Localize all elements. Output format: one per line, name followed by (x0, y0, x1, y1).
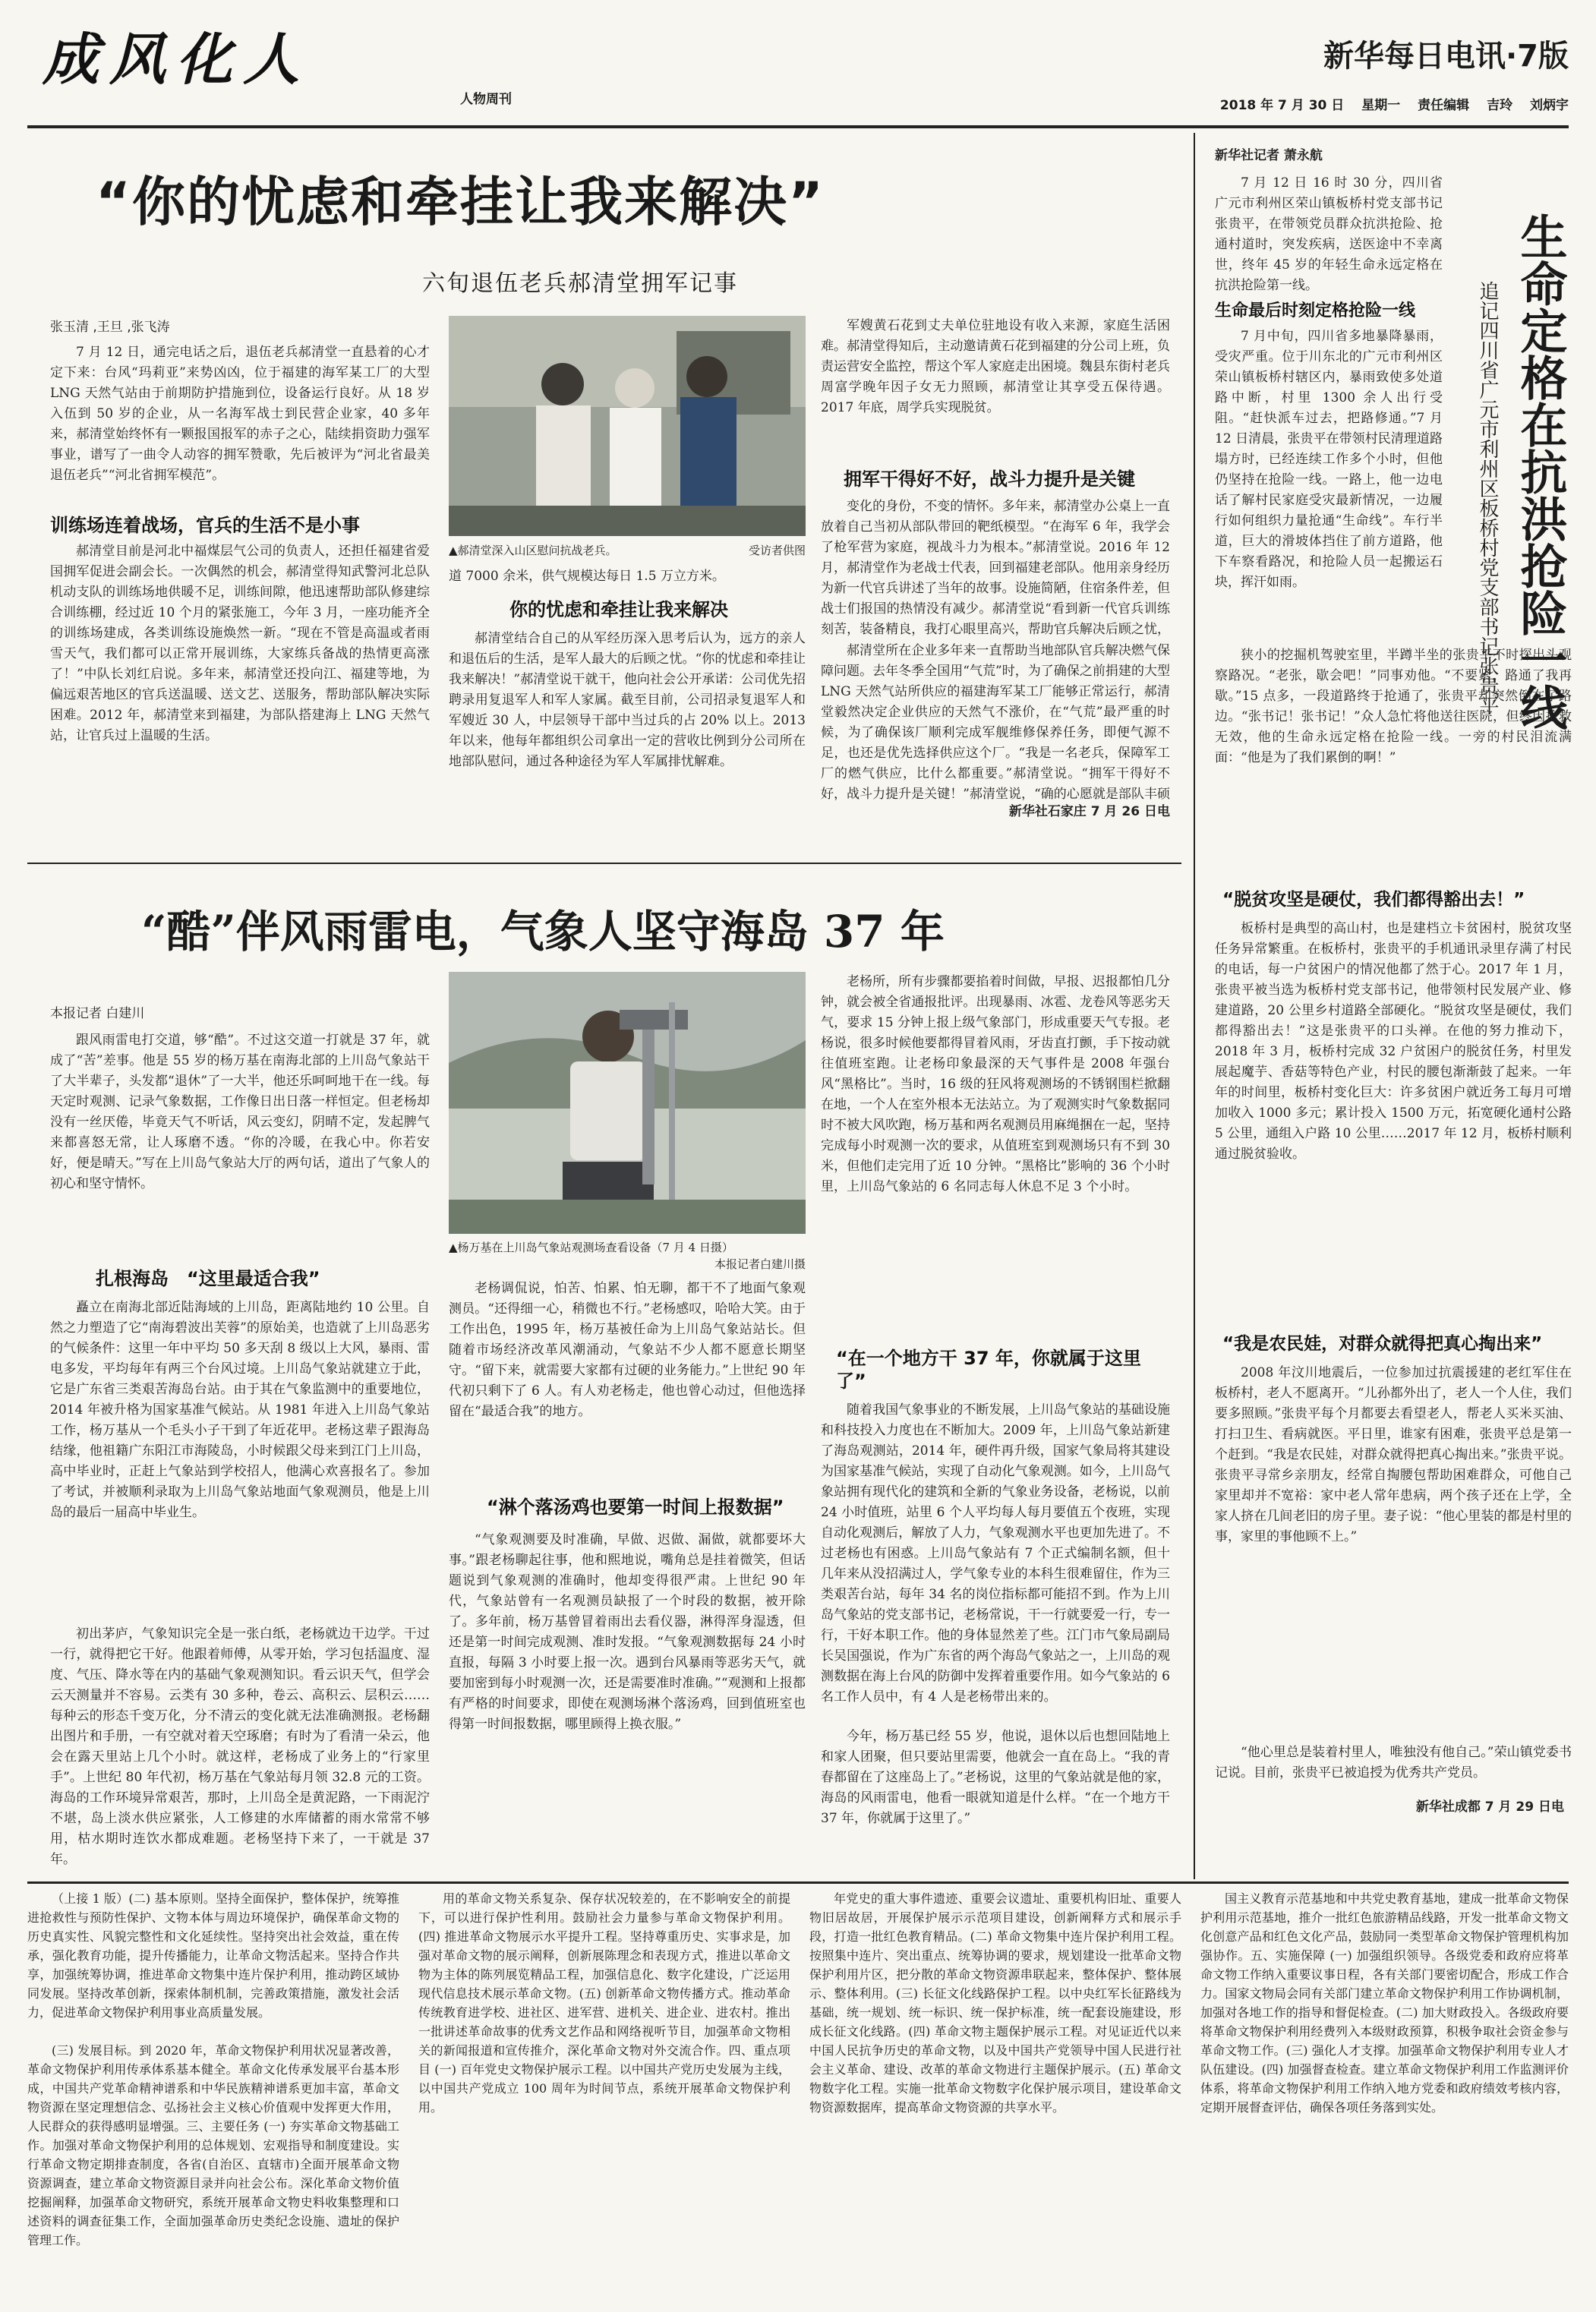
bottom-intro: （上接 1 版）(二) 基本原则。坚持全面保护，整体保护，统筹推进抢救性与预防性保护、文物本体与周边环境保护，确保革命文物的历史真实性、风貌完整性和文化延续性。坚持突出社会效益，重在传承，强化教育功能，提升传播能力，让革命文物活起来。坚持合作共享，加强统筹协调，推进革命文物集中连片保护利用，推动跨区域协同发展。坚持改革创新，探索体制机制，完善政策措施，激发社会活力，促进革命文物保护利用事业高质量发展。 (27, 1891, 399, 2020)
article-3-subhead-3: “我是农民娃，对群众就得把真心掏出来” (1222, 1334, 1543, 1354)
article-3-para-1: 7 月中旬，四川省多地暴降暴雨，受灾严重。位于川东北的广元市利州区荣山镇板桥村辖区内，暴雨致使多处道路中断，村里 1300 余人出行受阻。“赶快派车过去，把路修通。”7 月 12 日清晨，张贵平在带领村民清理道路塌方时，已经连续工作多个小时，但他仍坚持在抢险一线。一路上，他一边电话了解村民家庭受灾最新情况，一边履行如何组织力量抢通“生命线”。车行半道，巨大的滑坡体挡住了前方道路，他下车察看路况，和抢险人员一起搬运石块，挥汗如雨。 (1215, 329, 1443, 590)
article-3 (1207, 137, 1572, 1883)
article-2-para-7: 今年，杨万基已经 55 岁，他说，退休以后也想回陆地上和家人团聚，但只要站里需要，他就会一直在岛上。“我的青春都留在了这座岛上了。”老杨说，这里的气象站就是他的家，海岛的风雨雷电，他看一眼就知道是什么样。“在一个地方干 37 年，你就属于这里了。” (821, 1729, 1170, 1826)
article-1-subtitle: 六旬退伍老兵郝清堂拥军记事 (422, 270, 738, 297)
editor-label: 责任编辑 (1418, 98, 1470, 113)
article-3-para-3: 板桥村是典型的高山村，也是建档立卡贫困村，脱贫攻坚任务异常繁重。在板桥村，张贵平的手机通讯录里存满了村民的电话，每一户贫困户的情况他都了然于心。2017 年 1 月，张贵平被当选为板桥村党支部书记，他带领村民发展产业、修建道路，20 公里乡村道路全部硬化。“脱贫攻坚是硬仗，我们都得豁出去！”这是张贵平的口头禅。在他的努力推动下，2018 年 3 月，板桥村完成 32 户贫困户的脱贫任务，村里发展起魔芋、香菇等特色产业，村民的腰包渐渐鼓了起来。一年年的时间里，板桥村变化巨大：许多贫困户就近务工每月可增加收入 1000 多元；累计投入 1500 万元，拓宽硬化通村公路 5 公里，通组入户路 10 公里……2017 年 12 月，板桥村顺利通过脱贫验收。 (1215, 921, 1572, 1162)
bottom-col-1-text: (三) 发展目标。到 2020 年，革命文物保护利用状况显著改善，革命文物保护利用传承体系基本健全。革命文化传承发展平台基本形成，中国共产党革命精神谱系和中华民族精神谱系更加丰富，革命文物资源在坚定理想信念、弘扬社会主义核心价值观中发挥更大作用，人民群众的获得感明显增强。三、主要任务 (一) 夯实革命文物基础工作。加强对革命文物保护利用的总体规划、宏观指导和制度建设。实行革命文物定期排查制度，各省(自治区、直辖市)全面开展革命文物资源调查，建立革命文物资源目录并向社会公布。深化革命文物价值挖掘阐释，加强革命文物研究，系统开展革命文物史料收集整理和口述资料的调查征集工作，全面加强革命历史类纪念设施、遗址的保护管理工作。 (27, 2043, 399, 2247)
article-2-para-5: 老杨所，所有步骤都要掐着时间做，早报、迟报都怕几分钟，就会被全省通报批评。出现暴雨、冰雹、龙卷风等恶劣天气，要求 15 分钟上报上级气象部门，形成重要天气专报。老杨说，很多时候他要都得冒着风雨，牙齿直打颤，手下按动就往值班室跑。让老杨印象最深的天气事件是 2008 年强台风“黑格比”。当时，16 级的狂风将观测场的不锈钢围栏掀翻在地，一个人在室外根本无法站立。为了观测实时气象数据同时不被大风吹跑，杨万基和两名观测员用麻绳捆在一起，坚持完成每小时观测一次的要求，从值班室到观测场只有不到 30 米，但他们走完用了近 10 分钟。“黑格比”影响的 36 个小时里，上川岛气象站的 6 名同志每人休息不足 3 个小时。 (821, 974, 1170, 1194)
article-2-para-6: 随着我国气象事业的不断发展，上川岛气象站的基础设施和科技投入力度也在不断加大。2009 年，上川岛气象站新建了海岛观测站，2014 年，硬件再升级，国家气象局将其建设为国家基准气候站，实现了自动化气象观测。如今，上川岛气象站拥有现代化的建筑和全新的气象业务设备，老杨说，以前 24 小时值班，站里 6 个人平均每人每月要值五个夜班，实现自动化观测后，解放了人力，气象观测水平也更加先进了。不过老杨也有困惑。上川岛气象站有 7 个正式编制名额，但十几年来从没招满过人，学气象专业的本科生很难留住，作为三类艰苦台站，每年 34 名的岗位指标都可能招不到。作为上川岛气象站的党支部书记，老杨常说，干一行就要爱一行，专一行，干好本职工作。他的身体显然差了些。江门市气象局副局长吴国强说，作为广东省的两个海岛气象站之一，上川岛的观测数据在海上台风的防御中发挥着重要作用。如今气象站的 6 名工作人员中，有 4 人是老杨带出来的。 (821, 1402, 1170, 1705)
article-2-col-2 (449, 972, 806, 1875)
photo-veteran-caption-text: ▲郝清堂深入山区慰问抗战老兵。 (449, 544, 617, 557)
article-1-headline: “你的忧虑和牵挂让我来解决” (96, 171, 825, 233)
article-1-subhead-1: 训练场连着战场，官兵的生活不是小事 (50, 515, 360, 536)
bottom-col-4-text: 国主义教育示范基地和中共党史教育基地，建成一批革命文物保护利用示范基地，推介一批红色旅游精品线路，开发一批革命文物文化创意产品和红色文化产品，鼓励同一类型革命文物保护管理机构加强协作。五、实施保障 (一) 加强组织领导。各级党委和政府应将革命文物工作纳入重要议事日程，各有关部门要密切配合，形成工作合力。国家文物局会同有关部门建立革命文物保护利用工作协调机制，加强对各地工作的指导和督促检查。(二) 加大财政投入。各级政府要将革命文物保护利用经费列入本级财政预算，积极争取社会资金参与革命文物工作。(三) 强化人才支撑。加强革命文物保护利用专业人才队伍建设。(四) 加强督查检查。建立革命文物保护利用工作监测评价体系，将革命文物保护利用工作纳入地方党委和政府绩效考核内容，定期开展督查评估，确保各项任务落到实处。 (1200, 1891, 1569, 2115)
issue-weekday: 星期一 (1361, 98, 1401, 113)
article-1-para-2: 郝清堂结合自己的从军经历深入思考后认为，远方的亲人和退伍后的生活，是军人最大的后顾之忧。“你的忧虑和牵挂让我来解决！”郝清堂说干就干，他向社会公开承诺：公司优先招聘录用复退军人和军人家属。截至目前，公司招录复退军人和军嫂近 30 人，中层领导干部中当过兵的占 20% 以上。2013 年以来，他每年都组织公司拿出一定的营收比例到分公司所在地部队慰问，通过各种途径为军人军属排忧解难。 (449, 631, 806, 769)
article-1-dateline: 新华社石家庄 7 月 26 日电 (1008, 804, 1170, 819)
masthead-rule (27, 125, 1569, 128)
article-2-headline: “酷”伴风雨雷电，气象人坚守海岛 37 年 (141, 906, 945, 957)
photo-veteran-caption (449, 542, 806, 559)
article-3-subhead-1: 生命最后时刻定格抢险一线 (1215, 301, 1416, 320)
article-2-para-3: 老杨调侃说，怕苦、怕累、怕无聊，都干不了地面气象观测员。“还得细一心，稍微也不行。”老杨感叹，哈哈大笑。由于工作出色，1995 年，杨万基被任命为上川岛气象站站长。但随着市场经济改革风潮涌动，气象站不少人都不愿意长期坚守。“留下来，就需要大家都有过硬的业务能力。”上世纪 90 年代初只剩下了 6 人。有人劝老杨走，他也曾心动过，但他选择留在“最适合我”的地方。 (449, 1281, 806, 1419)
article-2 (27, 866, 1189, 1883)
article-1 (27, 137, 1189, 858)
article-1-col-3 (821, 316, 1170, 847)
photo-veteran-credit: 受访者供图 (748, 544, 806, 557)
article-3-byline: 新华社记者 萧永航 (1215, 148, 1323, 163)
article-2-subhead-3: “在一个地方干 37 年，你就属于这里了” (836, 1348, 1141, 1392)
article-2-col-3 (821, 972, 1170, 1875)
paper-name: 新华每日电讯·7版 (1323, 39, 1569, 74)
article-1-lead: 7 月 12 日，通完电话之后，退伍老兵郝清堂一直悬着的心才定下来：台风“玛莉亚”来势凶凶，位于福建的海军某工厂的大型 LNG 天然气站由于前期防护措施到位，设备运行良好。从 18 岁入伍到 50 岁的企业，从一名海军战士到民营企业家，40 多年来，郝清堂始终怀有一颗报国报军的赤子之心，陆续捐资助力强军事业，谱写了一曲令人动容的拥军赞歌，先后被评为“河北省最美退伍老兵”“河北省拥军模范”。 (50, 345, 430, 483)
article-1-para-4: 变化的身份，不变的情怀。多年来，郝清堂办公桌上一直放着自己当初从部队带回的靶纸模型。“在海军 6 年，我学会了枪军营为家庭，视战斗力为根本。”郝清堂说。2016 年 12 月，郝清堂作为老战士代表，回到福建老部队。他用亲身经历为新一代官兵讲述了当年的故事。设施简陋，住宿条件差，但战士们报国的热情没有减少。郝清堂说“看到新一代官兵训练刻苦，装备精良，我打心眼里高兴，帮助官兵解决后顾之忧， (821, 499, 1170, 637)
article-3-para-2: 狭小的挖掘机驾驶室里，半蹲半坐的张贵平不时探出头观察路况。“老张，歇会吧！”同事劝他。“不要紧，路通了我再歇。”15 点多，一段道路终于抢通了，张贵平却突然倒在了路边。“张书记！张书记！”众人急忙将他送往医院，但终因抢救无效，他的生命永远定格在抢险一线。一旁的村民泪流满面：“他是为了我们累倒的啊！” (1215, 648, 1572, 765)
article-1-byline: 张玉清 ,王旦 ,张飞涛 (50, 320, 170, 335)
bottom-col-1 (27, 1889, 399, 2299)
column-divider-right (1194, 133, 1195, 1879)
article-1-subhead-2: 你的忧虑和牵挂让我来解决 (509, 599, 728, 620)
editor-name-2: 刘炳宇 (1530, 98, 1569, 113)
article-1-subhead-3: 拥军干得好不好，战斗力提升是关键 (844, 468, 1135, 490)
photo-veteran-image (449, 316, 806, 536)
article-3-lead: 7 月 12 日 16 时 30 分，四川省广元市利州区荣山镇板桥村党支部书记张贵平，在带领党员群众抗洪抢险、抢通村道时，突发疾病，送医途中不幸离世，终年 45 岁的年轻生命永远定格在抗洪抢险第一线。 (1215, 175, 1443, 293)
article-1-para-1: 郝清堂目前是河北中福煤层气公司的负责人，还担任福建省爱国拥军促进会副会长。一次偶然的机会，郝清堂得知武警河北总队机动支队的训练场地供暖不足，训练间隙，他迅速帮助部队修建综合训练棚，经过近 10 个月的紧张施工，今年 3 月，一座功能齐全的训练场建成，各类训练设施焕然一新。“现在不管是高温或者雨雪天气，我们都可以正常开展训练，大家练兵备战的热情更高涨了！”中队长刘红启说。多年来，郝清堂还投向江、福建等地，为偏远艰苦地区的官兵送温暖、送文艺、送服务，帮助部队解决实际困难。2012 年，郝清堂来到福建，为部队搭建海上 LNG 天然气站，让官兵过上温暖的生活。 (50, 544, 430, 743)
bottom-col-3 (809, 1889, 1181, 2299)
article-2-byline: 本报记者 白建川 (50, 1006, 145, 1021)
article-2-subhead-1: 扎根海岛 “这里最适合我” (96, 1268, 320, 1289)
bottom-col-3-text: 年党史的重大事件遗迹、重要会议遗址、重要机构旧址、重要人物旧居故居，开展保护展示示范项目建设，创新阐释方式和展示手段，打造一批红色教育精品。(二) 革命文物集中连片保护利用工程。按照集中连片、突出重点、统筹协调的要求，规划建设一批革命文物保护利用片区，把分散的革命文物资源串联起来，整体保护、整体展示、整体利用。(三) 长征文化线路保护工程。以中央红军长征路线为基础，统一规划、统一标识、统一保护标准，统一配套设施建设，形成长征文化线路。(四) 革命文物主题保护展示工程。对见证近代以来中国人民抗争历史的革命文物，以及中国共产党领导中国人民进行社会主义革命、建设、改革的革命文物进行主题保护展示。(五) 革命文物数字化工程。实施一批革命文物数字化保护展示项目，建设革命文物资源数据库，提高革命文物资源的共享水平。 (809, 1891, 1181, 2115)
photo-veteran (449, 316, 806, 536)
article-2-subhead-2: “淋个落汤鸡也要第一时间上报数据” (487, 1497, 784, 1518)
article-2-para-4: “气象观测要及时准确，早做、迟做、漏做，就都要坏大事。”跟老杨聊起往事，他和熙地说，嘴角总是挂着微笑，但话题说到气象观测的准确时，他却变得很严肃。上世纪 90 年代，气象站曾有一名观测员缺报了一个时段的数据，被开除了。多年前，杨万基曾冒着雨出去看仪器，淋得浑身湿透，但还是第一时间完成观测、准时发报。“气象观测数据每 24 小时直报，每隔 3 小时要上报一次。遇到台风暴雨等恶劣天气，就要加密到每小时观测一次，还是需要准时准确。”“观测和上报都有严格的时间要求，即使在观测场淋个落汤鸡，回到值班室也得第一时间报数据，哪里顾得上换衣服。” (449, 1532, 806, 1732)
article-2-para-1: 矗立在南海北部近陆海域的上川岛，距离陆地约 10 公里。自然之力塑造了它“南海碧波出芙蓉”的原始美，也造就了上川岛恶劣的气候条件：这里一年中平均 50 多天刮 8 级以上大风，暴雨、雷电多发，平均每年有两三个台风过境。上川岛气象站就建立于此，它是广东省三类艰苦海岛台站。由于其在气象监测中的重要地位，2014 年被升格为国家基准气候站。从 1981 年进入上川岛气象站工作，杨万基从一个毛头小子干到了年近花甲。老杨这辈子跟海岛结缘，他祖籍广东阳江市海陵岛，小时候跟父母来到江门上川岛，高中毕业时，正赶上气象站到学校招人，他满心欢喜报名了。参加了考试，并被顺利录取为上川岛气象站地面气象观测员，他是上川岛的最后一届高中毕业生。 (50, 1300, 430, 1520)
section-subtitle: 人物周刊 (460, 92, 512, 107)
article-2-lead: 跟风雨雷电打交道，够“酷”。不过这交道一打就是 37 年，就成了“苦”差事。他是 55 岁的杨万基在南海北部的上川岛气象站干了大半辈子，头发都“退休”了一大半，他还乐呵呵地干在一线。每天定时观测、记录气象数据，工作像日出日落一样恒定。但老杨却没有一丝厌倦，毕竟天气不听话，风云变幻，阴晴不定，发起脾气来都喜怒无常，让人琢磨不透。“你的冷暖，在我心中。你若安好，便是晴天。”写在上川岛气象站大厅的两句话，道出了气象人的初心和坚守情怀。 (50, 1033, 430, 1191)
photo-weather-station-caption: ▲杨万基在上川岛气象站观测场查看设备（7 月 4 日摄） (449, 1241, 733, 1254)
article-1-para-3: 军嫂黄石花到丈夫单位驻地设有收入来源，家庭生活困难。郝清堂得知后，主动邀请黄石花到福建的分公司上班，负责运营安全监控，帮这个军人家庭走出困境。魏县东街村老兵周富学晚年因子女无力照顾，郝清堂让其享受五保待遇。2017 年底，周学兵实现脱贫。 (821, 318, 1170, 415)
bottom-divider (27, 1881, 1569, 1884)
photo-weather-station-credit: 本报记者白建川摄 (714, 1257, 806, 1271)
photo-weather-station-image (449, 972, 806, 1234)
article-2-para-2: 初出茅庐，气象知识完全是一张白纸，老杨就边干边学。干过一行，就得把它干好。他跟着师傅，从零开始，学习包括温度、湿度、气压、降水等在内的基础气象观测知识。看云识天气，但学会云天测量并不容易。云类有 30 多种，卷云、高积云、层积云……每种云的形态千变万化，分不清云的变化就无法准确测报。老杨翻出图片和手册，一有空就对着天空琢磨；有时为了看清一朵云，他会在露天里站上几个小时。就这样，老杨成了业务上的“行家里手”。上世纪 80 年代初，杨万基在气象站每月领 32.8 元的工资。海岛的工作环境异常艰苦，那时，上川岛全是黄泥路，一下雨泥泞不堪，岛上淡水供应紧张，人工修建的水库储蓄的雨水常常不够用，枯水期时连饮水都成难题。老杨坚持下来了，一干就是 37 年。 (50, 1626, 430, 1867)
article-1-para-after-photo: 道 7000 余米，供气规模达每日 1.5 万立方米。 (449, 569, 725, 584)
bottom-section (27, 1889, 1569, 2299)
bottom-col-4 (1200, 1889, 1569, 2299)
article-1-para-5: 郝清堂所在企业多年来一直帮助当地部队官兵解决燃气保障问题。去年冬季全国用“气荒”时，为了确保之前捐建的大型 LNG 天然气站所供应的福建海军某工厂能够正常运行，郝清堂毅然决定企业供应的天然气不涨价，在“气荒”最严重的时候，为了确保该厂顺利完成军舰维修保养任务，即便气源不足，也还是优先选择供应这个厂。“我是一名老兵，保障军工厂的燃气供应，比什么都重要。”郝清堂说。“拥军干得好不好，战斗力提升是关键！”郝清堂说，“确的心愿就是部队丰硕 (821, 643, 1170, 800)
issue-date: 2018 年 7 月 30 日 (1219, 98, 1345, 113)
section-title: 成风化人 (43, 27, 310, 93)
article-3-dateline: 新华社成都 7 月 29 日电 (1415, 1799, 1564, 1815)
article-3-para-4: 2008 年汶川地震后，一位参加过抗震援建的老红军住在板桥村，老人不愿离开。“儿孙都外出了，老人一个人住，我们要多照顾。”张贵平每个月都要去看望老人，帮老人买米买油、打扫卫生、看病就医。平日里，谁家有困难，张贵平总是第一个赶到。“我是农民娃，对群众就得把真心掏出来。”张贵平说。张贵平寻常乡亲朋友，经常自掏腰包帮助困难群众，可他自己家里却并不宽裕：家中老人常年患病，两个孩子还在上学，全家人挤在几间老旧的房子里。妻子说：“他心里装的都是村里的事，家里的事他顾不上。” (1215, 1365, 1572, 1544)
photo-weather-station (449, 972, 806, 1234)
article-1-col-1 (50, 316, 430, 847)
article-2-col-1 (50, 1002, 430, 1875)
article-3-subhead: 追记四川省广元市利州区板桥村党支部书记张贵平 (1476, 281, 1499, 715)
article-3-para-5: “他心里总是装着村里人，唯独没有他自己。”荣山镇党委书记说。目前，张贵平已被追授为优秀共产党员。 (1215, 1745, 1572, 1781)
article-3-subhead-2: “脱贫攻坚是硬仗，我们都得豁出去！” (1222, 890, 1525, 910)
issue-info (1220, 94, 1569, 113)
article-divider-1 (27, 863, 1181, 864)
masthead (27, 15, 1569, 121)
editor-name: 吉玲 (1487, 98, 1513, 113)
bottom-col-2 (418, 1889, 790, 2299)
article-1-col-2 (449, 316, 806, 847)
article-3-headline: 生命定格在抗洪抢险一线 (1512, 213, 1568, 730)
bottom-col-2-text: 用的革命文物关系复杂、保存状况较差的，在不影响安全的前提下，可以进行保护性利用。鼓励社会力量参与革命文物保护利用。(四) 推进革命文物展示水平提升工程。坚持尊重历史、实事求是，加强对革命文物的展示阐释，创新展陈理念和表现方式，推进以革命文物为主体的陈列展览精品工程，加强信息化、数字化建设，广泛运用现代信息技术展示革命文物。(五) 创新革命文物传播方式。推动革命传统教育进学校、进社区、进军营、进机关、进企业、进农村。推出一批讲述革命故事的优秀文艺作品和网络视听节目，加强革命文物相关的新闻报道和宣传推介，深化革命文物对外交流合作。四、重点项目 (一) 百年党史文物保护展示工程。以中国共产党历史发展为主线，以中国共产党成立 100 周年为时间节点，系统开展革命文物保护利用。 (418, 1891, 790, 2115)
